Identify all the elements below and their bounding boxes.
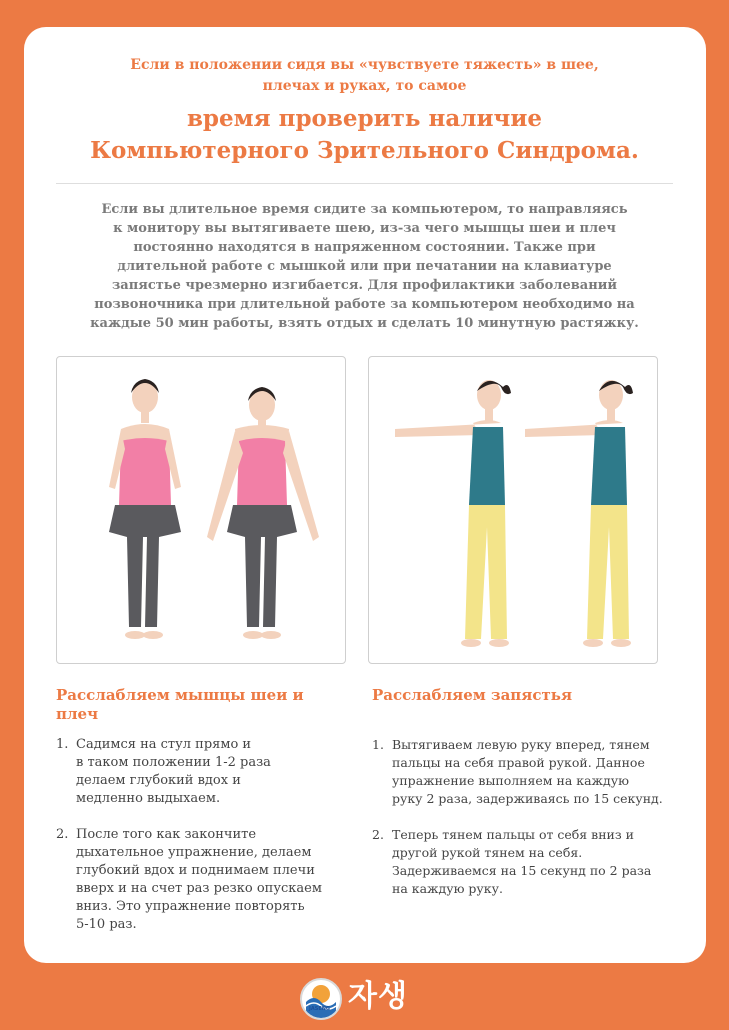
jaseng-emblem-icon	[300, 978, 342, 1020]
step-line: Теперь тянем пальцы от себя вниз и	[392, 827, 634, 842]
step-line: в таком положении 1-2 раза	[76, 755, 271, 770]
neck-shoulder-exercise-photo	[56, 356, 346, 664]
jaseng-logo	[300, 976, 440, 1020]
step-line: пальцы на себя правой рукой. Данное	[392, 755, 645, 770]
step-number: 2.	[372, 827, 384, 842]
intro-line: Если вы длительное время сидите за компьютером, то направляясь	[101, 202, 628, 217]
list-item	[372, 826, 692, 898]
header-title-line1: время проверить наличие	[186, 105, 543, 132]
step-number: 1.	[56, 737, 69, 752]
step-line: на каждую руку.	[392, 881, 503, 896]
step-line: Садимся на стул прямо и	[76, 737, 252, 752]
list-item	[372, 736, 692, 808]
intro-text	[80, 200, 649, 333]
intro-line: к монитору вы вытягиваете шею, из-за чего мышцы шеи и плеч	[113, 221, 616, 236]
header-subtitle-line2: плечах и руках, то самое	[262, 78, 467, 94]
section-title-line: плеч	[56, 705, 99, 723]
header-subtitle-line1: Если в положении сидя вы «чувствуете тяжесть» в шее,	[130, 57, 599, 73]
list-item	[56, 736, 356, 808]
intro-line: постоянно находятся в напряженном состоянии. Также при	[133, 240, 596, 255]
header-title-line2: Компьютерного Зрительного Синдрома.	[90, 137, 639, 164]
neck-shoulder-steps	[56, 736, 356, 952]
header-divider	[56, 183, 673, 184]
step-line: После того как закончите	[76, 827, 257, 842]
step-line: вниз. Это упражнение повторять	[76, 899, 305, 914]
step-line: Вытягиваем левую руку вперед, тянем	[392, 737, 650, 752]
neck-shoulder-section-title	[56, 686, 304, 724]
wrist-steps	[372, 736, 692, 916]
step-line: делаем глубокий вдох и	[76, 773, 241, 788]
step-line: руку 2 раза, задерживаясь по 15 секунд.	[392, 791, 663, 806]
step-line: глубокий вдох и поднимаем плечи	[76, 863, 315, 878]
list-item	[56, 826, 356, 934]
seated-women-illustration	[57, 357, 345, 663]
step-line: дыхательное упражнение, делаем	[76, 845, 312, 860]
intro-line: каждые 50 мин работы, взять отдых и сделать 10 минутную растяжку.	[90, 316, 639, 331]
wrist-section-title: Расслабляем запястья	[372, 686, 573, 704]
woman-seated-2	[207, 387, 319, 639]
section-title-line: Расслабляем мышцы шеи и	[56, 686, 304, 704]
intro-line: длительной работе с мышкой или при печатании на клавиатуре	[117, 259, 612, 274]
standing-women-illustration	[369, 357, 657, 663]
woman-standing-2	[525, 380, 633, 647]
step-line: вверх и на счет раз резко опускаем	[76, 881, 322, 896]
step-line: медленно выдыхаем.	[76, 791, 221, 806]
step-line: Задерживаемся на 15 секунд по 2 раза	[392, 863, 652, 878]
logo-small-text: JASENG	[309, 1006, 331, 1012]
intro-line: позвоночника при длительной работе за компьютером необходимо на	[94, 297, 635, 312]
woman-standing-1	[395, 380, 511, 647]
step-line: другой рукой тянем на себя.	[392, 845, 583, 860]
step-number: 2.	[56, 827, 69, 842]
intro-line: запястье чрезмерно изгибается. Для профилактики заболеваний	[112, 278, 617, 293]
logo-text: 자생	[348, 979, 408, 1014]
woman-seated-1	[109, 379, 181, 639]
step-line: упражнение выполняем на каждую	[392, 773, 629, 788]
wrist-exercise-photo	[368, 356, 658, 664]
step-number: 1.	[372, 737, 384, 752]
step-line: 5-10 раз.	[76, 917, 137, 932]
